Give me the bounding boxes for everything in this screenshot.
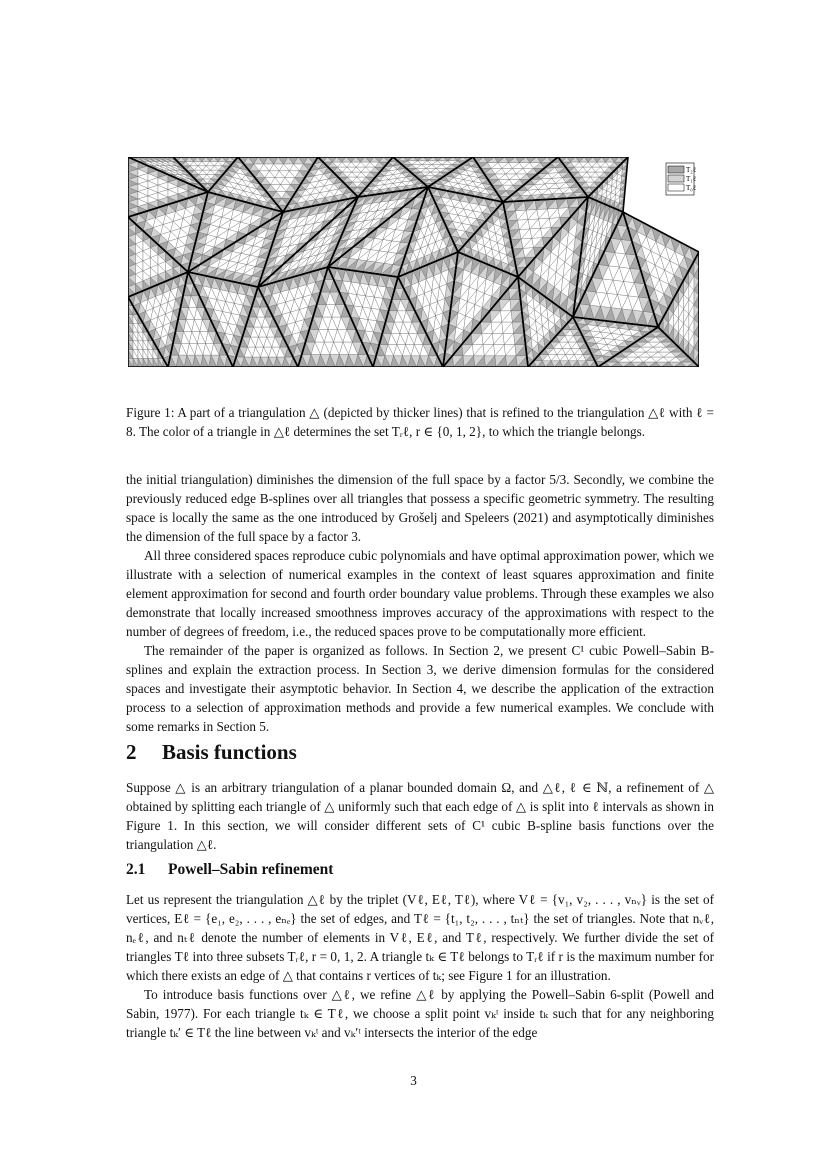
- subsection-number: 2.1: [126, 861, 146, 878]
- section-number: 2: [126, 740, 137, 764]
- section-intro: [126, 778, 714, 854]
- section-title: Basis functions: [162, 740, 297, 764]
- legend-swatch-t0: [668, 184, 684, 191]
- legend-swatch-t2: [668, 166, 684, 173]
- paragraph: Let us represent the triangulation △ℓ by the triplet (Vℓ, Eℓ, Tℓ), where Vℓ = {v₁, v₂, . . . , vₙᵥ} is the set of vertices, Eℓ = {e₁, e₂, . . . , eₙₑ} the set of edges, and Tℓ = {t₁, t₂, . . . , tₙₜ} the set of triangles. Note that nᵥℓ, nₑℓ, and nₜℓ denote the number of elements in Vℓ, Eℓ, and Tℓ, respectively. We further divide the set of triangles Tℓ into three subsets Tᵣℓ, r = 0, 1, 2. A triangle tₖ ∈ Tℓ belongs to Tᵣℓ if r is the maximum number for which there exists an edge of △ that contains r vertices of tₖ; see Figure 1 for an illustration.: [126, 892, 714, 983]
- legend: [666, 163, 696, 195]
- triangulation-svg: [128, 157, 699, 367]
- intro-continuation: [126, 470, 714, 736]
- page-number: 3: [410, 1073, 417, 1088]
- paragraph: the initial triangulation) diminishes the dimension of the full space by a factor 5/3. Secondly, we combine the previously reduced edge B-splines over all triangles that possess a specific geometric symmetry. The resulting space is locally the same as the one introduced by Grošelj and Speleers (2021) and asymptotically diminishes the dimension of the full space by a factor 3.: [126, 472, 714, 544]
- legend-label-t0: T₀ℓ: [686, 184, 697, 192]
- legend-label-t2: T₂ℓ: [686, 166, 697, 174]
- paragraph: All three considered spaces reproduce cubic polynomials and have optimal approximation power, which we illustrate with a selection of numerical examples in the context of least squares approximation and finite element approximation for second and fourth order boundary value problems. Through these examples we also demonstrate that locally increased smoothness improves accuracy of the approximations with respect to the number of degrees of freedom, i.e., the reduced spaces prove to be computationally more efficient.: [126, 548, 714, 639]
- figure-caption: Figure 1: A part of a triangulation △ (depicted by thicker lines) that is refined to the triangulation △ℓ with ℓ = 8. The color of a triangle in △ℓ determines the set Tᵣℓ, r ∈ {0, 1, 2}, to which the triangle belongs.: [126, 405, 714, 440]
- paragraph: The remainder of the paper is organized as follows. In Section 2, we present C¹ cubic Powell–Sabin B-splines and explain the extraction process. In Section 3, we derive dimension formulas for the considered spaces and investigate their asymptotic behavior. In Section 4, we describe the application of the extraction process to a selection of approximation methods and provide a few numerical examples. We conclude with some remarks in Section 5.: [126, 643, 714, 734]
- paragraph: To introduce basis functions over △ℓ, we refine △ℓ by applying the Powell–Sabin 6-split (Powell and Sabin, 1977). For each triangle tₖ ∈ Tℓ, we choose a split point vₖᵗ inside tₖ such that for any neighboring triangle tₖ′ ∈ Tℓ the line between vₖᵗ and vₖ′ᵗ intersects the interior of the edge: [126, 987, 714, 1040]
- legend-swatch-t1: [668, 175, 684, 182]
- legend-label-t1: T₁ℓ: [686, 175, 697, 183]
- paragraph: Suppose △ is an arbitrary triangulation of a planar bounded domain Ω, and △ℓ, ℓ ∈ ℕ, a refinement of △ obtained by splitting each triangle of △ uniformly such that each edge of △ is split into ℓ intervals as shown in Figure 1. In this section, we will consider different sets of C¹ cubic B-spline basis functions over the triangulation △ℓ.: [126, 780, 714, 852]
- subsection-body: [126, 890, 714, 1042]
- subsection-title: Powell–Sabin refinement: [168, 861, 334, 878]
- subsection-heading: [126, 861, 333, 879]
- figure-triangulation: [128, 157, 699, 367]
- section-heading: [126, 740, 297, 765]
